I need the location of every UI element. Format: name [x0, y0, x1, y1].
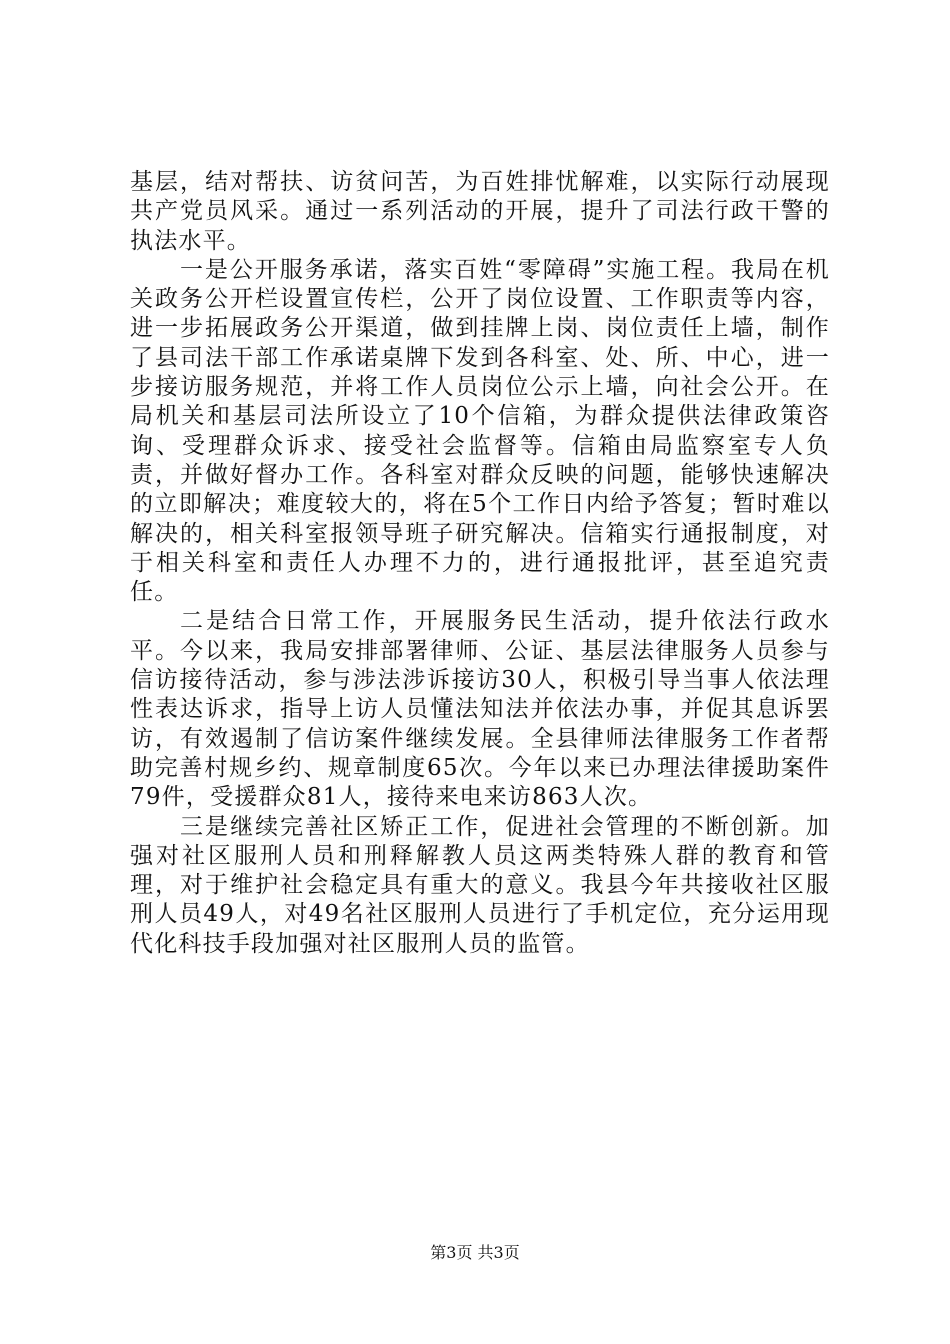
paragraph-community-correction: 三是继续完善社区矫正工作，促进社会管理的不断创新。加强对社区服刑人员和刑释解教人员这两类特殊人群的教育和管理，对于维护社会稳定具有重大的意义。我县今年共接收社区服刑人员49人，对49名社区服刑人员进行了手机定位，充分运用现代化科技手段加强对社区服刑人员的监管。 [130, 813, 830, 957]
paragraph-continuation: 基层，结对帮扶、访贫问苦，为百姓排忧解难，以实际行动展现共产党员风采。通过一系列活动的开展，提升了司法行政干警的执法水平。 [130, 169, 830, 254]
document-body [130, 168, 830, 959]
page-number-footer: 第3页 共3页 [430, 1243, 520, 1262]
paragraph-livelihood-service: 二是结合日常工作，开展服务民生活动，提升依法行政水平。今以来，我局安排部署律师、公证、基层法律服务人员参与信访接待活动，参与涉法涉诉接访30人，积极引导当事人依法理性表达诉求，指导上访人员懂法知法并依法办事，并促其息诉罢访，有效遏制了信访案件继续发展。全县律师法律服务工作者帮助完善村规乡约、规章制度65次。今年以来已办理法律援助案件79件，受援群众81人，接待来电来访863人次。 [130, 608, 830, 811]
paragraph-service-commitment: 一是公开服务承诺，落实百姓“零障碍”实施工程。我局在机关政务公开栏设置宣传栏，公开了岗位设置、工作职责等内容，进一步拓展政务公开渠道，做到挂牌上岗、岗位责任上墙，制作了县司法干部工作承诺桌牌下发到各科室、处、所、中心，进一步接访服务规范，并将工作人员岗位公示上墙，向社会公开。在局机关和基层司法所设立了10个信箱，为群众提供法律政策咨询、受理群众诉求、接受社会监督等。信箱由局监察室专人负责，并做好督办工作。各科室对群众反映的问题，能够快速解决的立即解决；难度较大的，将在5个工作日内给予答复；暂时难以解决的，相关科室报领导班子研究解决。信箱实行通报制度，对于相关科室和责任人办理不力的，进行通报批评，甚至追究责任。 [130, 256, 830, 606]
